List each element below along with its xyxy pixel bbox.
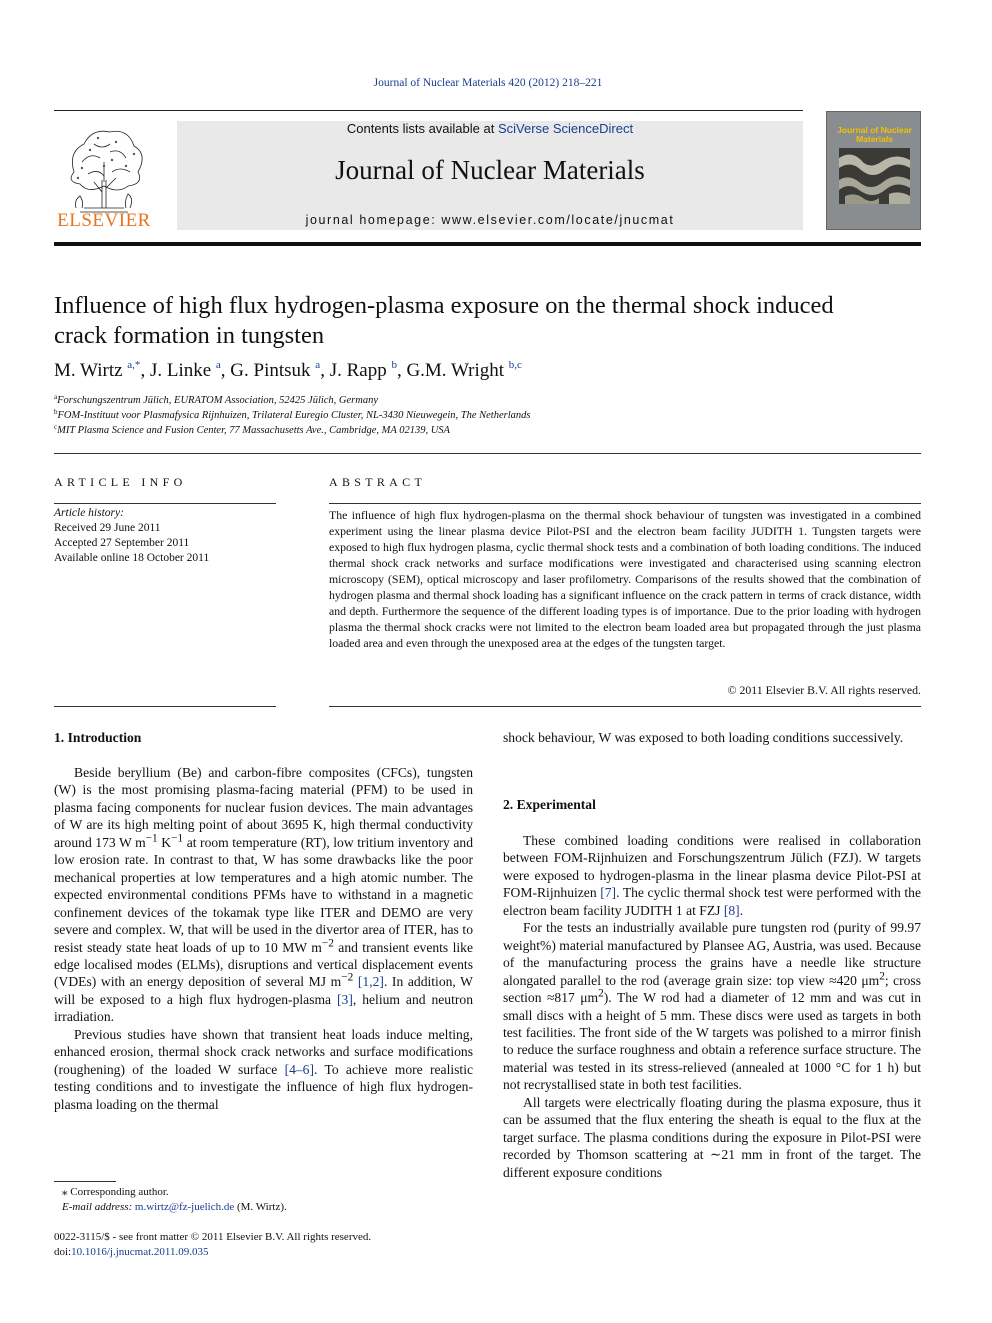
affiliation-c bbox=[54, 425, 450, 436]
corresponding-author-note: ⁎ Corresponding author. bbox=[62, 1186, 169, 1198]
author-name: G. Pintsuk bbox=[230, 360, 311, 381]
contents-prefix: Contents lists available at bbox=[346, 121, 498, 136]
reference-link[interactable]: [3] bbox=[337, 991, 353, 1007]
journal-citation-link[interactable]: Journal of Nuclear Materials 420 (2012) 218–221 bbox=[373, 77, 603, 89]
paper-title: Influence of high flux hydrogen-plasma exposure on the thermal shock induced crack formation in tungsten bbox=[54, 292, 834, 349]
affiliation-text: MIT Plasma Science and Fusion Center, 77 Massachusetts Ave., Cambridge, MA 02139, USA bbox=[57, 425, 450, 436]
email-suffix: (M. Wirtz). bbox=[234, 1200, 287, 1213]
author-affiliation-mark[interactable]: a,* bbox=[127, 359, 141, 371]
author-name: J. Rapp bbox=[329, 360, 387, 381]
abstract-heading: ABSTRACT bbox=[329, 475, 427, 489]
affiliation-text: FOM-Instituut voor Plasmafysica Rijnhuizen, Trilateral Euregio Cluster, NL-3430 Nieuwegein, The Netherlands bbox=[57, 410, 531, 421]
author-affiliation-mark[interactable]: b,c bbox=[508, 359, 522, 371]
doi-label: doi: bbox=[54, 1245, 72, 1258]
author-name: M. Wirtz bbox=[54, 360, 123, 381]
journal-name: Journal of Nuclear Materials bbox=[335, 155, 645, 185]
reference-link[interactable]: [7] bbox=[600, 885, 617, 901]
affiliation-mark: b bbox=[54, 408, 58, 416]
affiliation-text: Forschungszentrum Jülich, EURATOM Association, 52425 Jülich, Germany bbox=[57, 395, 379, 406]
author-affiliation-mark[interactable]: a bbox=[215, 359, 221, 371]
experimental-body bbox=[503, 832, 921, 1181]
contents-line bbox=[177, 121, 803, 136]
accepted-date: Accepted 27 September 2011 bbox=[54, 537, 190, 549]
paragraph: For the tests an industrially available pure tungsten rod (purity of 99.97 weight%) material manufactured by Plansee AG, Austria, was used. Because of the manufacturing process the grains have a needle like structure alongated parallel to the rod (average grain size: top view ≈420 $\mu m^2$; cross section ≈817 $\mu m^2$). The W rod had a diameter of 12 mm and was cut in small discs with a height of 5 mm. These discs were used as targets in both test facilities. The front side of the W targets was polished to a mirror finish to reduce the surface roughness and obtain a reference surface structure. The material was tested in its stress-relieved (annealed at 1000 °C for 1 h) but not recrystallised state in both test facilities. bbox=[503, 920, 922, 1093]
author-affiliation-mark[interactable]: b bbox=[391, 359, 397, 371]
section-divider bbox=[54, 453, 921, 454]
homepage-prefix: journal homepage: bbox=[305, 213, 442, 227]
sciencedirect-link[interactable]: SciVerse ScienceDirect bbox=[497, 121, 634, 136]
cover-title: Journal of Nuclear Materials bbox=[837, 125, 912, 144]
paragraph: All targets were electrically floating during the plasma exposure, thus it can be assumed that the flux entering the sheath is equal to the flux at the target surface. The plasma conditions during the exposure in Pilot-PSI were recorded by Thomson scattering at ∼21 mm in front of the target. The different exposure conditions bbox=[503, 1094, 921, 1180]
online-date: Available online 18 October 2011 bbox=[54, 552, 210, 564]
affiliation-b bbox=[54, 410, 530, 421]
email-line bbox=[54, 1200, 287, 1215]
reference-link[interactable]: [4–6] bbox=[284, 1061, 315, 1077]
history-label: Article history: bbox=[54, 507, 124, 519]
elsevier-wordmark: ELSEVIER bbox=[57, 210, 151, 231]
reference-link[interactable]: [1,2] bbox=[357, 974, 384, 990]
paragraph: These combined loading conditions were realised in collaboration between FOM-Rijnhuizen and Forschungszentrum Jülich (FZJ). W targets were exposed to hydrogen-plasma in the linear plasma device Pilot-PSI at FOM-Rijnhuizen [7]. The cyclic thermal shock test were performed with the electron beam facility JUDITH 1 at FZJ [8]. bbox=[503, 833, 921, 918]
author-name: J. Linke bbox=[149, 360, 212, 381]
article-info-heading: ARTICLE INFO bbox=[54, 475, 187, 489]
email-label: E-mail address: bbox=[62, 1200, 133, 1213]
affiliation-mark: a bbox=[54, 393, 58, 401]
cover-micrograph-image bbox=[839, 148, 910, 204]
introduction-body bbox=[54, 764, 473, 1113]
paragraph: Beside beryllium (Be) and carbon-fibre composites (CFCs), tungsten (W) is the most promising plasma-facing material (PFM) to be used in plasma facing components for nuclear fusion devices. The main advantages of W are its high melting point of about 3695 K, high thermal conductivity around 173 W $m^{-1}$ $K^{-1}$ at room temperature (RT), low tritium inventory and low erosion rate. In contrast to that, W has some drawbacks like the poor mechanical properties at low temperatures and a high atomic number. The expected environmental conditions PFMs have to withstand in a magnetic confinement devices of the tokamak type like ITER and DEMO are very severe and complex. W, that will be used in the divertor area of ITER, has to resist steady state heat loads of up to 10 MW $m^{-2}$ and transient events like edge localised modes (ELMs), disruptions and vertical displacement events (VDEs) with an energy deposition of several MJ $m^{-2}$ [1,2]. In addition, W will be exposed to a high flux hydrogen-plasma [3], helium and neutron irradiation. bbox=[54, 765, 473, 1025]
doi-link[interactable]: 10.1016/j.jnucmat.2011.09.035 bbox=[71, 1245, 209, 1258]
homepage-line bbox=[177, 213, 803, 227]
affiliation-mark: c bbox=[54, 423, 58, 431]
doi-line bbox=[54, 1245, 371, 1260]
paragraph: shock behaviour, W was exposed to both loading conditions successively. bbox=[503, 730, 904, 745]
section-heading-experimental: 2. Experimental bbox=[503, 797, 596, 812]
affiliation-a bbox=[54, 395, 378, 406]
journal-header-box bbox=[177, 121, 803, 230]
authors-line: M. Wirtz $^{a,*}$, J. Linke $^a$, G. Pintsuk $^a$, J. Rapp $^b$, G.M. Wright $^{b,c}$ bbox=[54, 359, 522, 381]
author-name: G.M. Wright bbox=[406, 360, 505, 381]
copyright-line: © 2011 Elsevier B.V. All rights reserved. bbox=[727, 683, 921, 697]
journal-cover-thumbnail[interactable] bbox=[826, 111, 921, 230]
article-history bbox=[54, 506, 209, 566]
article-info-rule bbox=[54, 503, 276, 504]
header-bottom-rule bbox=[54, 242, 921, 246]
author-affiliation-mark[interactable]: a bbox=[315, 359, 321, 371]
abstract-text: The influence of high flux hydrogen-plasma on the thermal shock behaviour of tungsten was investigated in a combined experiment using the linear plasma device Pilot-PSI and the electron beam facility JUDITH 1. Tungsten targets were exposed to high flux hydrogen plasma, cyclic thermal shock tests and a combination of both loading conditions. The induced thermal shock crack networks and surface modifications were investigated and characterised using scanning electron microscopy (SEM), optical microscopy and laser profilometry. Comparisons of the results showed that the combination of hydrogen plasma and thermal shock loading has a significant influence on the crack pattern in terms of crack distance, width and depth. Furthermore the sequence of the different loading types is of importance. Due to the prior loading with hydrogen plasma the thermal shock cracks were not limited to the electron beam loaded area but propagated through the just plasma loaded area and even through the unexposed area at the edges of the tungsten target. bbox=[329, 508, 921, 650]
email-link[interactable]: m.wirtz@fz-juelich.de bbox=[134, 1200, 235, 1213]
abstract-rule bbox=[329, 503, 921, 504]
footnote bbox=[54, 1185, 287, 1214]
abstract-rule-bottom bbox=[329, 706, 921, 707]
section-heading-introduction: 1. Introduction bbox=[54, 730, 142, 745]
paragraph: Previous studies have shown that transient heat loads induce melting, enhanced erosion, thermal shock crack networks and surface modifications (roughening) of the loaded W surface [4–6]. To achieve more realistic testing conditions and to investigate the influence of high flux hydrogen-plasma loading on the thermal bbox=[54, 1026, 474, 1112]
front-matter-block bbox=[54, 1230, 371, 1259]
article-info-rule-bottom bbox=[54, 706, 276, 707]
homepage-url-link[interactable]: www.elsevier.com/locate/jnucmat bbox=[441, 213, 675, 227]
header-top-rule bbox=[54, 110, 803, 111]
introduction-continued bbox=[503, 729, 921, 746]
front-matter-line: 0022-3115/$ - see front matter © 2011 Elsevier B.V. All rights reserved. bbox=[54, 1231, 372, 1243]
received-date: Received 29 June 2011 bbox=[54, 522, 161, 534]
reference-link[interactable]: [8] bbox=[723, 902, 740, 918]
footnote-rule bbox=[54, 1181, 116, 1182]
